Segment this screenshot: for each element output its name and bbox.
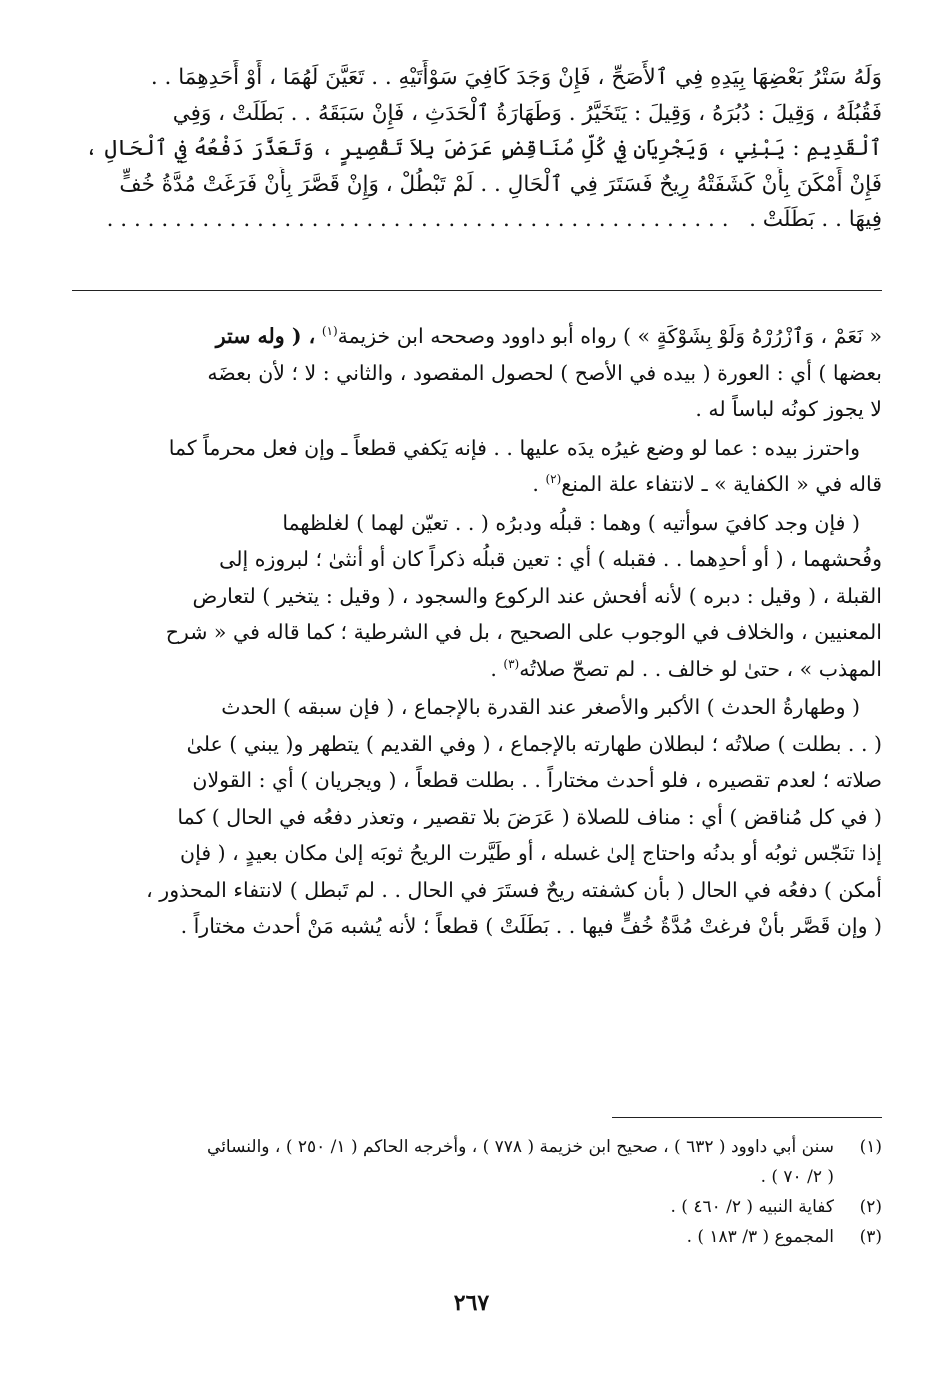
footnote-ref-3[interactable]: (٣) — [503, 656, 520, 671]
footnote-line: المجموع ( ٣/ ١٨٣ ) . — [686, 1227, 834, 1247]
sharh-text: « نَعَمْ ، وَٱزْرُرْهُ وَلَوْ بِشَوْكَةٍ » ) رواه أبو داوود وصححه ابن خزيمة — [337, 324, 882, 348]
sharh-line: القبلة ، ( وقيل : دبره ) لأنه أفحش عند الركوع والسجود ، ( وقيل : يتخير ) لتعارض — [192, 583, 882, 608]
sharh-line: ( وطهارةُ الحدث ) الأكبر والأصغر عند القدرة بالإجماع ، ( فإن سبقه ) الحدث — [221, 695, 860, 719]
sharh-line: ( وإن قَصَّر بأنْ فرغتْ مُدَّةُ خُفٍّ فيها . . بَطَلَتْ ) قطعاً ؛ لأنه يُشبه مَنْ أحدث مختاراً . — [180, 914, 882, 938]
sharh-line: ( . . بطلت ) صلاتُه ؛ لبطلان طهارته بالإجماع ، ( وفي القديم ) يتطهر و( يبني ) علىٰ — [186, 731, 882, 756]
sharh-line — [72, 651, 882, 688]
sharh-line: إذا تنَجّس ثوبُه أو بدنُه واحتاج إلىٰ غسله ، أو طَيَّرت الريحُ ثوبَه إلىٰ مكان بعيدٍ ، ( فإن — [180, 841, 882, 865]
footnote-line: ( ٢/ ٧٠ ) . — [760, 1167, 834, 1187]
matn-line: وَلَهُ سَتْرُ بَعْضِهَا بِيَدِهِ فِي ٱلأَصَحِّ ، فَإِنْ وَجَدَ كَافِيَ سَوْأَتَيْهِ . . تَعَيَّنَ لَهُمَا ، أَوْ أَحَدِهِمَا . . — [150, 65, 882, 90]
footnote-ref-2[interactable]: (٢) — [545, 472, 562, 487]
footnote-line: سنن أبي داوود ( ٦٣٢ ) ، صحيح ابن خزيمة ( ٧٧٨ ) ، وأخرجه الحاكم ( ١/ ٢٥٠ ) ، والنسائي — [207, 1137, 834, 1157]
matn-block — [72, 60, 882, 238]
matn-line: فَقُبُلَهُ ، وَقِيلَ : دُبُرَهُ ، وَقِيلَ : يَتَخَيَّرُ . وَطَهَارَةُ ٱلْحَدَثِ ، فَإِنْ سَبَقَهُ . . بَطَلَتْ ، وَفِي — [172, 100, 882, 126]
sharh-block — [72, 318, 882, 947]
matn-separator-line — [72, 290, 882, 291]
sharh-line: وفُحشهما ، ( أو أحدِهما . . فقبله ) أي : تعين قبلُه ذكراً كان أو أنثىٰ ؛ لبروزه إلى — [219, 547, 882, 571]
sharh-line: صلاته ؛ لعدم تقصيره ، فلو أحدث مختاراً . . بطلت قطعاً ، ( ويجريان ) أي : القولان — [192, 768, 882, 792]
sharh-paragraph-4 — [72, 689, 882, 945]
footnote-ref-1[interactable]: (١) — [321, 324, 338, 339]
footnote-3 — [72, 1222, 882, 1252]
matn-line: ٱلْقَدِيمِ : يَبْنِي ، وَيَجْرِيَانِ فِي كُلِّ مُنَاقِضٍ عَرَضَ بِلاَ تَقْصِيرٍ ، وَتَعَذَّرَ دَفْعُهُ فِي ٱلْحَالِ ، — [85, 136, 882, 161]
sharh-line — [72, 466, 882, 503]
sharh-paragraph-2 — [72, 430, 882, 503]
footnote-separator-line — [612, 1117, 882, 1118]
sharh-paragraph-1 — [72, 318, 882, 428]
sharh-line: ( فإن وجد كافيَ سوأتيه ) وهما : قبلُه ودبرُه ( . . تعيّن لهما ) لغلظهما — [282, 510, 860, 535]
sharh-text: المهذب » ، حتىٰ لو خالف . . لم تصحّ صلاتُه — [519, 656, 882, 681]
matn-line-last — [72, 202, 882, 238]
footnote-1 — [72, 1132, 882, 1192]
sharh-text: قاله في « الكفاية » ـ لانتفاء علة المنع — [561, 472, 882, 496]
footnote-text — [72, 1192, 834, 1222]
end-mark: . — [532, 472, 539, 496]
matn-trailing-dots: . . . . . . . . . . . . . . . . . . . . . . . . . . . . . . . . . . . . . . . . . . . . . . — [106, 207, 729, 232]
sharh-line: بعضها ) أي : العورة ( بيده في الأصح ) لحصول المقصود ، والثاني : لا ؛ لأن بعضَه — [207, 360, 882, 385]
footnote-number: (٣) — [859, 1227, 882, 1247]
sharh-line: لا يجوز كونُه لباساً له . — [695, 397, 882, 421]
sharh-line: واحترز بيده : عما لو وضع غيرُه يدَه عليها . . فإنه يَكفي قطعاً ـ وإن فعل محرماً كما — [168, 435, 860, 460]
sharh-line: ( في كل مُناقض ) أي : مناف للصلاة ( عَرَضَ بلا تقصير ، وتعذر دفعُه في الحال ) كما — [177, 804, 882, 829]
matn-line: فَإِنْ أَمْكَنَ بِأَنْ كَشَفَتْهُ رِيحٌ فَسَتَرَ فِي ٱلْحَالِ . . لَمْ تَبْطُلْ ، وَإِنْ قَصَّرَ بِأَنْ فَرَغَتْ مُدَّةُ خُفٍّ — [119, 171, 882, 197]
end-mark: . — [490, 656, 497, 681]
footnote-text — [72, 1132, 834, 1192]
sharh-line: المعنيين ، والخلاف في الوجوب على الصحيح ، بل في الشرطية ؛ كما قاله في « شرح — [165, 620, 882, 644]
footnote-text — [72, 1222, 834, 1252]
sharh-bold-text: ، ( وله ستر — [215, 324, 316, 348]
footnote-line: كفاية النبيه ( ٢/ ٤٦٠ ) . — [670, 1197, 834, 1217]
footnote-number: (٢) — [859, 1197, 882, 1217]
sharh-line: أمكن ) دفعُه في الحال ( بأن كشفته ريحٌ فستَرَ في الحال . . لم تَبطل ) لانتفاء المحذور ، — [146, 877, 882, 902]
sharh-line — [72, 318, 882, 355]
footnote-number: (١) — [859, 1137, 882, 1157]
footnote-2 — [72, 1192, 882, 1222]
matn-line: فِيهَا . . بَطَلَتْ . — [749, 207, 882, 232]
footnotes — [72, 1132, 882, 1252]
page-number: ٢٦٧ — [453, 1290, 490, 1316]
sharh-paragraph-3 — [72, 505, 882, 688]
